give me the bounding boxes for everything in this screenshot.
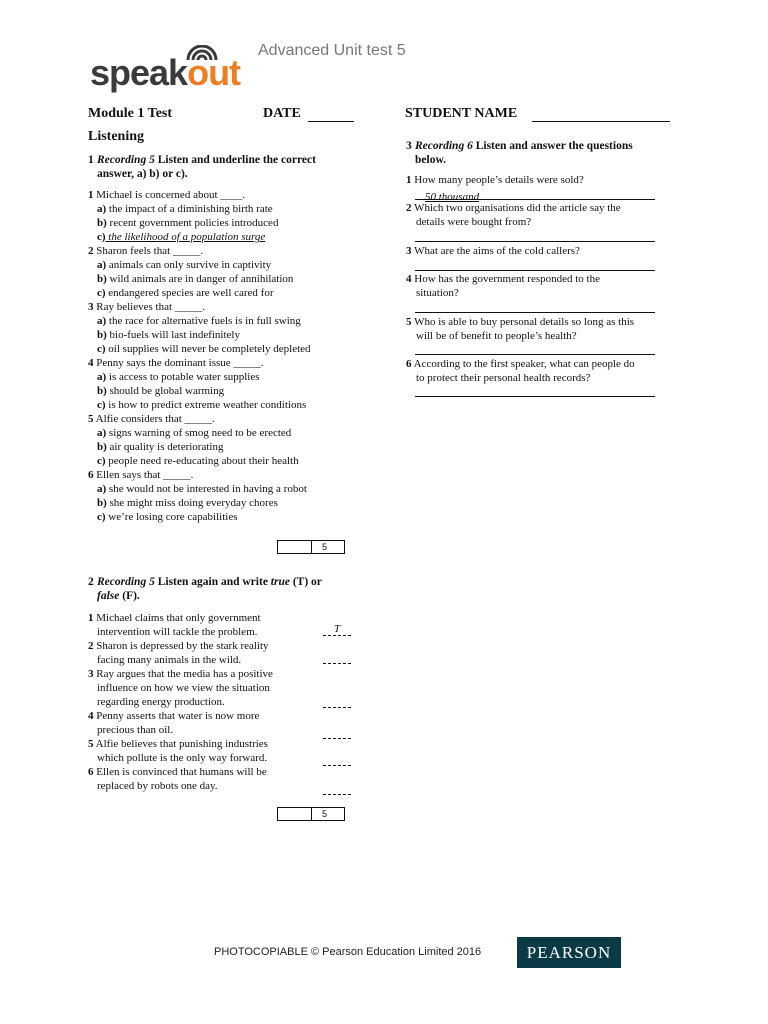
student-name-label: STUDENT NAME — [405, 106, 518, 121]
item-text: regarding energy production. — [97, 696, 225, 708]
option-letter: c) — [97, 455, 106, 467]
logo-wordmark — [90, 53, 240, 93]
tf-item — [88, 667, 273, 709]
question-text: to protect their personal health records? — [416, 372, 591, 384]
item-text: Alfie believes that punishing industries — [95, 738, 268, 750]
true-word: true — [270, 576, 290, 588]
copyright-notice: PHOTOCOPIABLE © Pearson Education Limited 2016 — [214, 946, 482, 958]
item-text: Ray argues that the media has a positive — [96, 668, 273, 680]
item-text: replaced by robots one day. — [97, 780, 218, 792]
task1-questions — [88, 188, 311, 524]
option-text: should be global warming — [106, 385, 225, 397]
question-text: Penny says the dominant issue _____. — [93, 357, 264, 369]
option-text: animals can only survive in captivity — [106, 259, 272, 271]
score-total: 5 — [322, 542, 328, 552]
question-text: Ray believes that _____. — [93, 301, 206, 313]
option-letter: a) — [97, 427, 107, 439]
instruction-text: Listen and underline the correct — [154, 154, 316, 166]
recording-label: Recording 5 — [97, 154, 155, 166]
option-letter: c) — [97, 399, 106, 411]
item-text: facing many animals in the wild. — [97, 654, 242, 666]
question-text: details were bought from? — [416, 216, 532, 228]
answer-question — [406, 201, 621, 229]
question-number: 4 — [406, 273, 412, 285]
option-c[interactable] — [97, 230, 311, 244]
item-number: 3 — [88, 668, 94, 680]
question-text: Who is able to buy personal details so long as this — [414, 316, 635, 328]
option-text: air quality is deteriorating — [106, 441, 224, 453]
question-number: 5 — [406, 316, 412, 328]
item-number: 2 — [88, 640, 94, 652]
item-number: 5 — [88, 738, 94, 750]
instruction-text: Listen again and write — [154, 576, 271, 588]
speakout-logo — [90, 45, 255, 95]
question-text: Ellen says that _____. — [93, 469, 194, 481]
instruction-text: (T) or — [289, 576, 322, 588]
recording-label: Recording 5 — [97, 576, 155, 588]
score-box[interactable] — [277, 807, 345, 821]
question-text: How many people’s details were sold? — [414, 174, 584, 186]
question-number: 6 — [88, 469, 94, 481]
question-number: 4 — [88, 357, 94, 369]
answer-blank[interactable] — [323, 651, 351, 664]
question-number: 1 — [406, 174, 412, 186]
item-text: precious than oil. — [97, 724, 174, 736]
option-b[interactable] — [97, 216, 311, 230]
option-letter: b) — [97, 441, 107, 453]
option-text: the impact of a diminishing birth rate — [106, 203, 273, 215]
task2-instruction — [88, 575, 358, 603]
score-box[interactable] — [277, 540, 345, 554]
question-text: Michael is concerned about ____. — [93, 189, 246, 201]
logo-out: out — [187, 52, 241, 93]
question-number: 5 — [88, 413, 94, 425]
option-letter: b) — [97, 217, 107, 229]
option-letter: a) — [97, 315, 107, 327]
option-letter: b) — [97, 329, 107, 341]
option-c[interactable] — [97, 454, 311, 468]
option-letter: a) — [97, 371, 107, 383]
question-number: 6 — [406, 358, 412, 370]
option-b[interactable] — [97, 328, 311, 342]
item-text: which pollute is the only way forward. — [97, 752, 268, 764]
option-b[interactable] — [97, 440, 311, 454]
answer-question — [406, 357, 635, 385]
option-letter: c) — [97, 343, 106, 355]
question — [88, 356, 311, 370]
instruction-text: (F). — [119, 590, 140, 602]
option-b[interactable] — [97, 272, 311, 286]
question-text: Which two organisations did the article say the — [414, 202, 621, 214]
question-number: 2 — [406, 202, 412, 214]
pearson-logo: PEARSON — [517, 937, 621, 968]
option-a[interactable] — [97, 426, 311, 440]
item-number: 4 — [88, 710, 94, 722]
question-text: How has the government responded to the — [414, 273, 600, 285]
answer-blank[interactable] — [323, 753, 351, 766]
question-number: 3 — [406, 245, 412, 257]
answer-blank[interactable] — [323, 782, 351, 795]
item-text: Penny asserts that water is now more — [96, 710, 260, 722]
question-text: will be of benefit to people’s health? — [416, 330, 577, 342]
question — [88, 300, 311, 314]
question — [88, 468, 311, 482]
item-number: 6 — [88, 766, 94, 778]
option-letter: c) — [97, 287, 106, 299]
option-text: bio-fuels will last indefinitely — [106, 329, 240, 341]
option-text: wild animals are in danger of annihilation — [106, 273, 294, 285]
question-text: According to the first speaker, what can people do — [413, 358, 635, 370]
option-a[interactable] — [97, 202, 311, 216]
answer-question — [406, 244, 580, 258]
question — [88, 244, 311, 258]
answer-field[interactable] — [415, 270, 655, 271]
score-total: 5 — [322, 809, 328, 819]
option-c[interactable] — [97, 342, 311, 356]
option-text: we’re losing core capabilities — [105, 511, 238, 523]
tf-item — [88, 765, 267, 793]
option-b[interactable] — [97, 384, 311, 398]
tf-item — [88, 737, 268, 765]
module-title: Module 1 Test — [88, 106, 173, 121]
question-text: Sharon feels that _____. — [93, 245, 204, 257]
question-number: 1 — [88, 189, 94, 201]
answer-text: 50 thousand — [425, 191, 480, 203]
answer-field[interactable] — [415, 354, 655, 355]
tf-item — [88, 639, 269, 667]
task-number: 1 — [88, 154, 94, 166]
item-text: Michael claims that only government — [96, 612, 261, 624]
task1-instruction — [88, 153, 358, 181]
student-name-field[interactable] — [532, 121, 670, 122]
instruction-text: answer, a) b) or c). — [97, 168, 188, 180]
item-text: Sharon is depressed by the stark reality — [96, 640, 269, 652]
option-text: she might miss doing everyday chores — [106, 497, 278, 509]
recording-label: Recording 6 — [415, 140, 473, 152]
option-text: people need re-educating about their health — [105, 455, 299, 467]
answer-field[interactable] — [415, 312, 655, 313]
option-letter: c) — [97, 231, 106, 243]
option-a[interactable] — [97, 370, 311, 384]
answer-field[interactable] — [415, 241, 655, 242]
option-letter: a) — [97, 483, 107, 495]
option-letter: a) — [97, 203, 107, 215]
option-text: is access to potable water supplies — [106, 371, 260, 383]
answer-question — [406, 272, 600, 300]
section-title: Listening — [88, 129, 145, 144]
option-b[interactable] — [97, 496, 311, 510]
instruction-text: below. — [415, 154, 446, 166]
item-text: Ellen is convinced that humans will be — [96, 766, 267, 778]
question-text: Alfie considers that _____. — [93, 413, 215, 425]
option-text: oil supplies will never be completely depleted — [105, 343, 311, 355]
option-c[interactable] — [97, 286, 311, 300]
question-number: 2 — [88, 245, 94, 257]
option-letter: b) — [97, 273, 107, 285]
option-c[interactable] — [97, 398, 311, 412]
option-letter: a) — [97, 259, 107, 271]
option-a[interactable] — [97, 258, 311, 272]
answer-field[interactable] — [415, 187, 655, 203]
question-text: situation? — [416, 287, 459, 299]
unit-title: Advanced Unit test 5 — [258, 42, 406, 59]
option-text: endangered species are well cared for — [105, 287, 274, 299]
answer-field[interactable] — [415, 396, 655, 397]
item-text: influence on how we view the situation — [97, 682, 270, 694]
date-label: DATE — [263, 106, 301, 121]
option-text-selected: the likelihood of a population surge — [105, 231, 266, 243]
task3-instruction — [406, 139, 676, 167]
score-divider — [311, 541, 312, 553]
task-number: 3 — [406, 140, 412, 152]
option-c[interactable] — [97, 510, 311, 524]
score-divider — [311, 808, 312, 820]
question — [88, 188, 311, 202]
date-field[interactable] — [308, 121, 354, 122]
answer-question — [406, 315, 634, 343]
question-text: What are the aims of the cold callers? — [414, 245, 580, 257]
option-a[interactable] — [97, 314, 311, 328]
answer-blank[interactable] — [323, 695, 351, 708]
question — [88, 412, 311, 426]
option-text: signs warning of smog need to be erected — [106, 427, 292, 439]
answer-question — [406, 173, 584, 187]
option-letter: b) — [97, 385, 107, 397]
tf-item — [88, 611, 261, 639]
instruction-text: Listen and answer the questions — [472, 140, 633, 152]
answer-blank[interactable] — [323, 726, 351, 739]
option-a[interactable] — [97, 482, 311, 496]
answer-blank[interactable]: T — [323, 623, 351, 636]
option-letter: c) — [97, 511, 106, 523]
false-word: false — [97, 590, 120, 602]
question-number: 3 — [88, 301, 94, 313]
item-text: intervention will tackle the problem. — [97, 626, 258, 638]
option-text: is how to predict extreme weather conditions — [105, 399, 307, 411]
tf-item — [88, 709, 259, 737]
item-number: 1 — [88, 612, 94, 624]
logo-speak: speak — [90, 52, 188, 93]
task-number: 2 — [88, 576, 94, 588]
option-letter: b) — [97, 497, 107, 509]
option-text: the race for alternative fuels is in full swing — [106, 315, 301, 327]
option-text: she would not be interested in having a robot — [106, 483, 307, 495]
option-text: recent government policies introduced — [106, 217, 279, 229]
